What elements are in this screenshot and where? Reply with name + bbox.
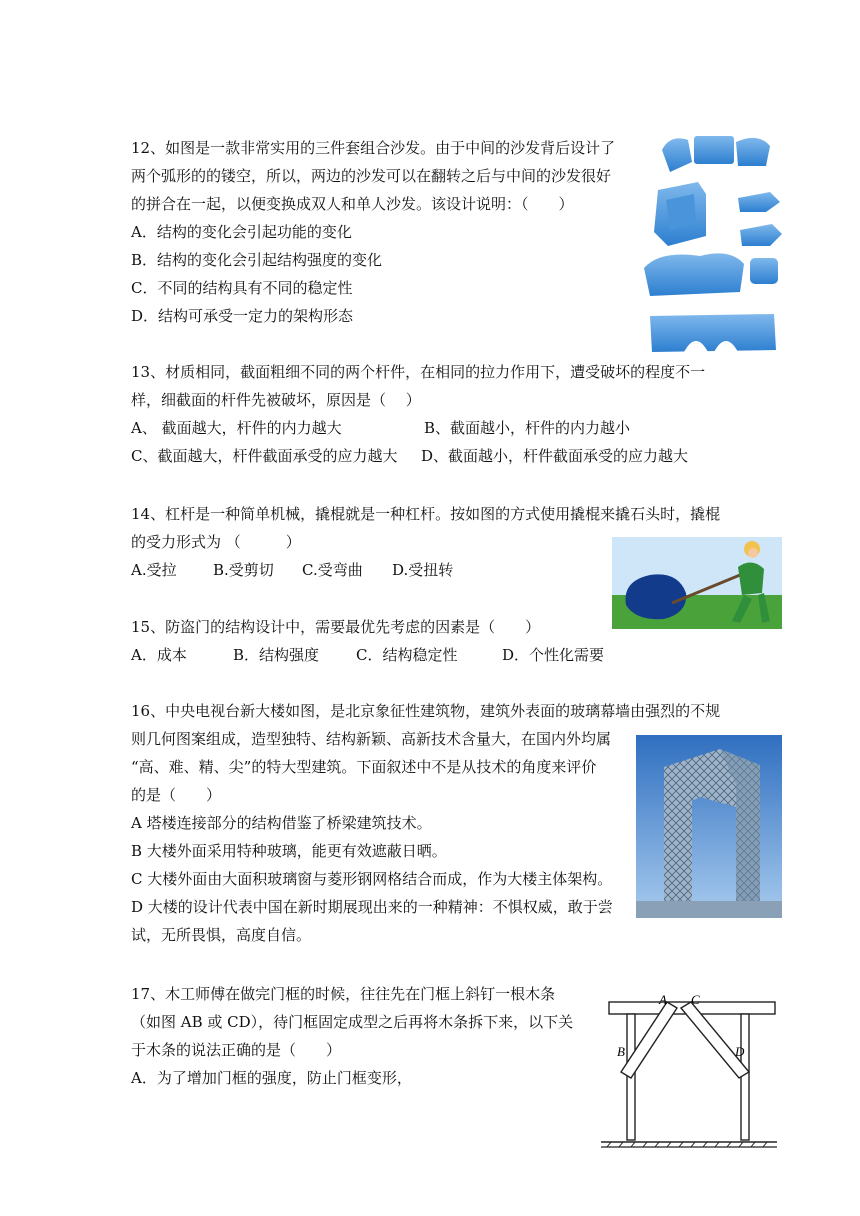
q15-option-d: D．个性化需要 xyxy=(502,646,605,664)
q12-stem-line-1: 12、如图是一款非常实用的三件套组合沙发。由于中间的沙发背后设计了 xyxy=(131,139,616,157)
q16-option-d-line-1: D 大楼的设计代表中国在新时期展现出来的一种精神：不惧权威，敢于尝 xyxy=(131,898,613,916)
q16-stem-line-2: 则几何图案组成，造型独特、结构新颖、高新技术含量大，在国内外均属 xyxy=(131,730,612,748)
q15-option-b: B．结构强度 xyxy=(233,646,320,664)
q16-stem-line-3: “高、难、精、尖”的特大型建筑。下面叙述中不是从技术的角度来评价 xyxy=(131,758,597,776)
q12-option-d: D．结构可承受一定力的架构形态 xyxy=(131,307,354,325)
label-c: C xyxy=(691,992,700,1007)
q15-stem-line-1: 15、防盗门的结构设计中，需要最优先考虑的因素是（ ） xyxy=(131,618,541,636)
sofa-image xyxy=(640,132,785,357)
q12-option-b: B．结构的变化会引起结构强度的变化 xyxy=(131,251,383,269)
q16-option-d-line-2: 试，无所畏惧，高度自信。 xyxy=(131,926,312,944)
q13-option-d: D、截面越小，杆件截面承受的应力越大 xyxy=(421,447,689,465)
q14-option-b: B.受剪切 xyxy=(213,561,274,579)
q14-option-c: C.受弯曲 xyxy=(302,561,363,579)
q13-option-c: C、截面越大，杆件截面承受的应力越大 xyxy=(131,447,398,465)
label-a: A xyxy=(659,992,667,1007)
q12-stem-line-3: 的拼合在一起，以便变换成双人和单人沙发。该设计说明：（ ） xyxy=(131,195,574,213)
q15-option-a: A．成本 xyxy=(131,646,187,664)
q14-stem-line-1: 14、杠杆是一种简单机械，撬棍就是一种杠杆。按如图的方式使用撬棍来撬石头时，撬棍 xyxy=(131,505,721,523)
q15-option-c: C．结构稳定性 xyxy=(356,646,458,664)
q16-stem-line-4: 的是（ ） xyxy=(131,786,222,804)
q12-option-c: C．不同的结构具有不同的稳定性 xyxy=(131,279,353,297)
label-b: B xyxy=(617,1044,625,1059)
q17-stem-line-1: 17、木工师傅在做完门框的时候，往往先在门框上斜钉一根木条 xyxy=(131,985,556,1003)
q13-option-b: B、截面越小，杆件的内力越小 xyxy=(424,419,631,437)
label-d: D xyxy=(735,1044,745,1059)
q13-option-a: A、 截面越大，杆件的内力越大 xyxy=(131,419,342,437)
q17-stem-line-3: 于木条的说法正确的是（ ） xyxy=(131,1041,342,1059)
q16-option-b: B 大楼外面采用特种玻璃，能更有效遮蔽日晒。 xyxy=(131,842,447,860)
crowbar-image xyxy=(612,537,782,629)
cctv-building-image xyxy=(636,735,782,918)
q13-stem-line-1: 13、材质相同，截面粗细不同的两个杆件，在相同的拉力作用下，遭受破坏的程度不一 xyxy=(131,363,706,381)
q16-option-a: A 塔楼连接部分的结构借鉴了桥梁建筑技术。 xyxy=(131,814,432,832)
door-frame-diagram xyxy=(597,990,782,1155)
q12-stem-line-2: 两个弧形的的镂空，所以，两边的沙发可以在翻转之后与中间的沙发很好 xyxy=(131,167,612,185)
q17-option-a: A．为了增加门框的强度，防止门框变形， xyxy=(131,1069,412,1087)
q13-stem-line-2: 样，细截面的杆件先被破坏，原因是（ ） xyxy=(131,391,421,409)
q12-option-a: A．结构的变化会引起功能的变化 xyxy=(131,223,352,241)
q17-stem-line-2: （如图 AB 或 CD），待门框固定成型之后再将木条拆下来，以下关 xyxy=(131,1013,574,1031)
q14-option-a: A.受拉 xyxy=(131,561,177,579)
q16-stem-line-1: 16、中央电视台新大楼如图，是北京象征性建筑物，建筑外表面的玻璃幕墙由强烈的不规 xyxy=(131,702,721,720)
q14-stem-line-2: 的受力形式为 （ ） xyxy=(131,533,301,551)
q16-option-c: C 大楼外面由大面积玻璃窗与菱形钢网格结合而成，作为大楼主体架构。 xyxy=(131,870,613,888)
q14-option-d: D.受扭转 xyxy=(392,561,454,579)
